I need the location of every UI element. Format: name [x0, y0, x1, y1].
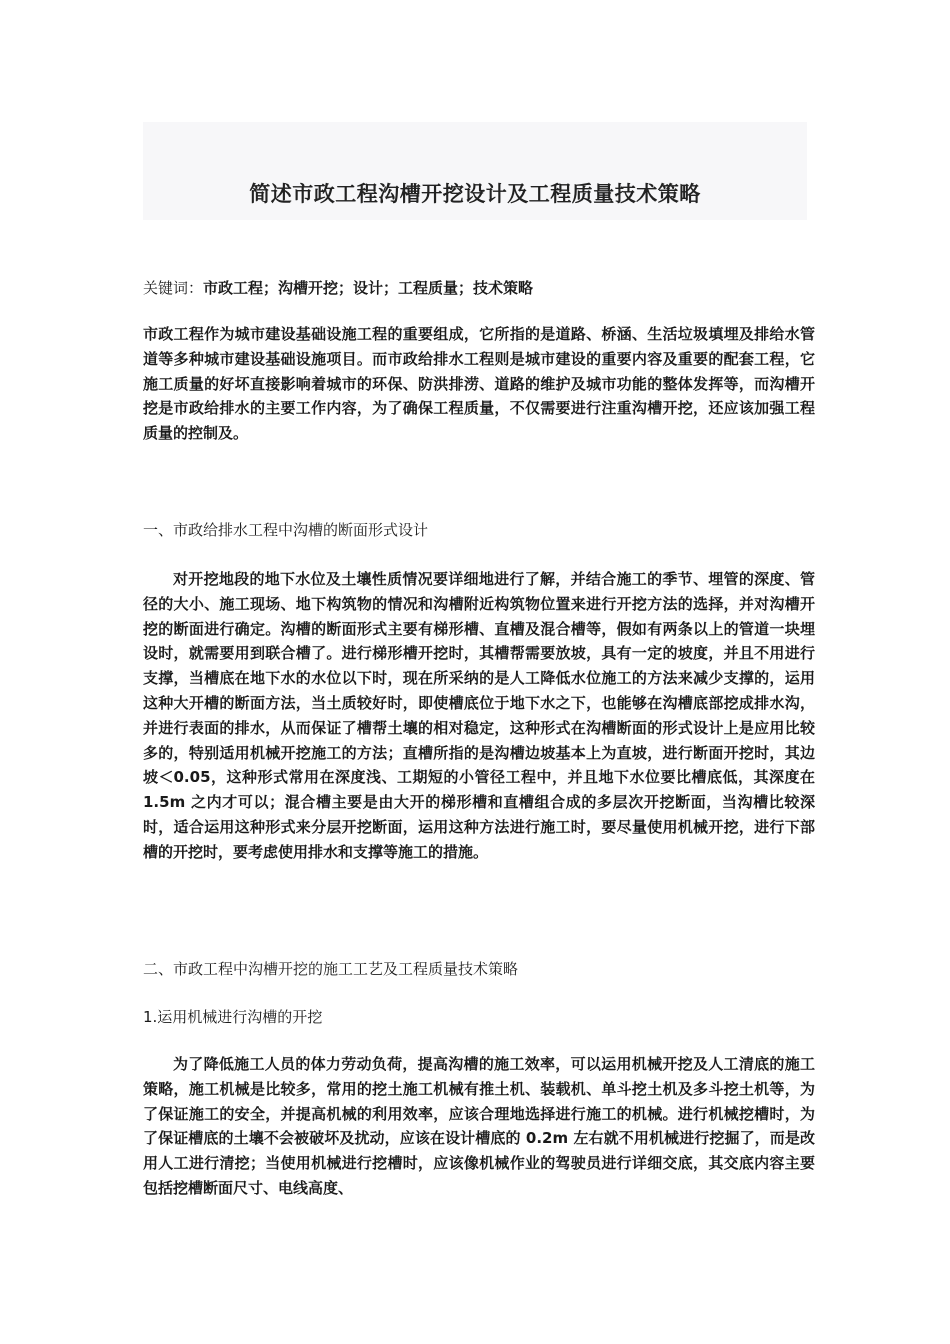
keywords-values: 市政工程；沟槽开挖；设计；工程质量；技术策略: [203, 279, 534, 297]
section-1-heading: 一、市政给排水工程中沟槽的断面形式设计: [143, 521, 429, 539]
section-1-paragraph: 对开挖地段的地下水位及土壤性质情况要详细地进行了解，并结合施工的季节、埋管的深度、管径的大小、施工现场、地下构筑物的情况和沟槽附近构筑物位置来进行开挖方法的选择，并对沟槽开挖的断面进行确定。沟槽的断面形式主要有梯形槽、直槽及混合槽等，假如有两条以上的管道一块埋设时，就需要用到联合槽了。进行梯形槽开挖时，其槽帮需要放坡，具有一定的坡度，并且不用进行支撑，当槽底在地下水的水位以下时，现在所采纳的是人工降低水位施工的方法来减少支撑的，运用这种大开槽的断面方法，当土质较好时，即使槽底位于地下水之下，也能够在沟槽底部挖成排水沟，并进行表面的排水，从而保证了槽帮土壤的相对稳定，这种形式在沟槽断面的形式设计上是应用比较多的，特别适用机械开挖施工的方法；直槽所指的是沟槽边坡基本上为直坡，进行断面开挖时，其边坡＜0.05，这种形式常用在深度浅、工期短的小管径工程中，并且地下水位要比槽底低，其深度在 1.5m 之内才可以；混合槽主要是由大开的梯形槽和直槽组合成的多层次开挖断面，当沟槽比较深时，适合运用这种形式来分层开挖断面，运用这种方法进行施工时，要尽量使用机械开挖，进行下部槽的开挖时，要考虑使用排水和支撑等施工的措施。: [143, 570, 815, 861]
document-title: 简述市政工程沟槽开挖设计及工程质量技术策略: [249, 182, 701, 206]
section-2-subheading: 1.运用机械进行沟槽的开挖: [143, 1008, 323, 1026]
section-2-heading: 二、市政工程中沟槽开挖的施工工艺及工程质量技术策略: [143, 960, 519, 978]
section-2-paragraph: 为了降低施工人员的体力劳动负荷，提高沟槽的施工效率，可以运用机械开挖及人工清底的施工策略，施工机械是比较多，常用的挖土施工机械有推土机、装载机、单斗挖土机及多斗挖土机等，为了保证施工的安全，并提高机械的利用效率，应该合理地选择进行施工的机械。进行机械挖槽时，为了保证槽底的土壤不会被破坏及扰动，应该在设计槽底的 0.2m 左右就不用机械进行挖掘了，而是改用人工进行清挖；当使用机械进行挖槽时，应该像机械作业的驾驶员进行详细交底，其交底内容主要包括挖槽断面尺寸、电线高度、: [143, 1055, 815, 1197]
keywords-line: [143, 278, 823, 298]
abstract-paragraph: 市政工程作为城市建设基础设施工程的重要组成，它所指的是道路、桥涵、生活垃圾填埋及排给水管道等多种城市建设基础设施项目。而市政给排水工程则是城市建设的重要内容及重要的配套工程，它施工质量的好坏直接影响着城市的环保、防洪排涝、道路的维护及城市功能的整体发挥等，而沟槽开挖是市政给排水的主要工作内容，为了确保工程质量，不仅需要进行注重沟槽开挖，还应该加强工程质量的控制及。: [143, 325, 815, 443]
keywords-label: 关键词：: [143, 279, 204, 297]
